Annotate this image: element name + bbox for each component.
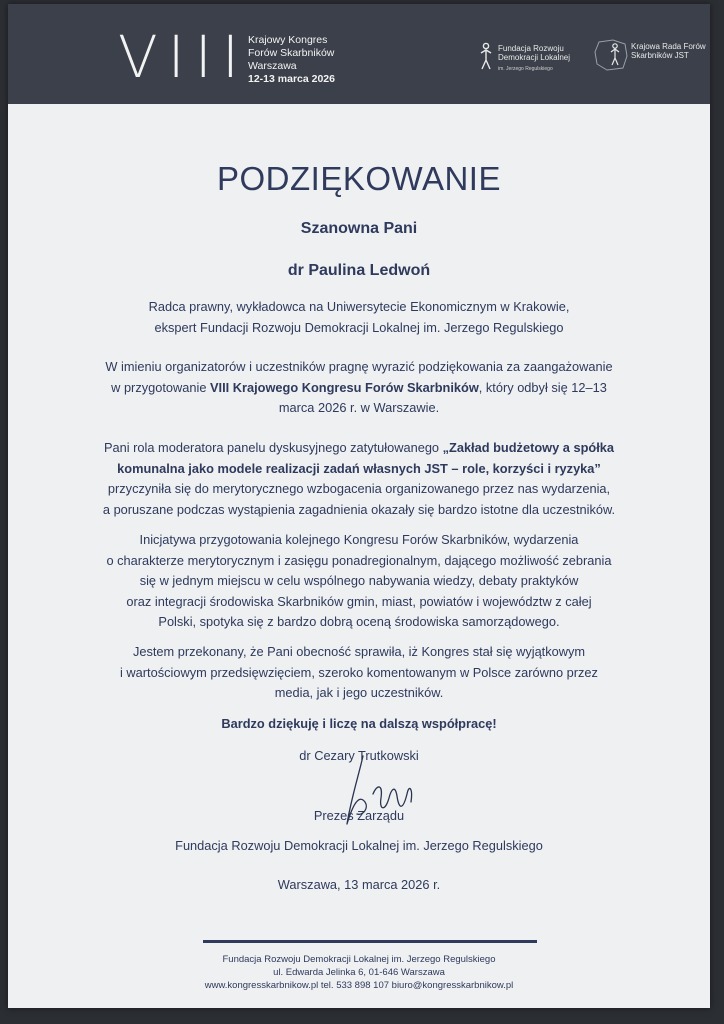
event-name: Krajowy Kongres Forów Skarbników Warszawa 12-13 marca 2026 [248,34,335,85]
footer-org: Fundacja Rozwoju Demokracji Lokalnej im. Jerzego Regulskiego [222,954,496,965]
place-date: Warszawa, 13 marca 2026 r. [277,877,441,892]
salutation: Szanowna Pani [300,220,418,237]
recipient-role: Radca prawny, wykładowca na Uniwersytecie Ekonomicznym w Krakowie, ekspert Fundacji Rozwoju Demokracji Lokalnej im. Jerzego Regulskiego [148,299,570,335]
recipient-name: dr Paulina Ledwoń [287,262,431,279]
footer-address: ul. Edwarda Jelinka 6, 01-646 Warszawa [273,967,445,978]
footer-divider [203,940,537,943]
event-dates: 12-13 marca 2026 [248,73,335,85]
paragraph-1: W imieniu organizatorów i uczestników pragnę wyrazić podziękowania za zaangażowanie w przygotowanie VIII Krajowego Kongresu Forów Skarbników, który odbył się 12–13 marca 2026 r. w Warszawie. [105,359,613,415]
paragraph-4: Jestem przekonany, że Pani obecność sprawiła, iż Kongres stał się wyjątkowym i wartościowym przedsięwzięciem, szeroko komentowanym w Polsce zarówno przez media, jak i jego uczestników. [120,644,598,700]
organization-name: Fundacja Rozwoju Demokracji Lokalnej im. Jerzego Regulskiego [175,838,543,853]
letter-title: PODZIĘKOWANIE [217,160,501,197]
paragraph-2: Pani rola moderatora panelu dyskusyjnego zatytułowanego „Zakład budżetowy a spółka komunalna jako modele realizacji zadań własnych JST – role, korzyści i ryzyka” przyczyniła się do merytorycznego wzbogacenia organizowanego przez nas wydarzenia, a poruszane podczas wystąpienia zagadnienia okazały się bardzo istotne dla uczestników. [102,440,616,517]
header-banner: VIII Krajowy Kongres Forów Skarbników Warszawa 12-13 marca 2026 Fundacja Rozwoju Demokracji Lokalnej im. Jerzego Regulskiego Krajowa Rada Forów Skarbników JST [8,4,710,104]
figure-icon [478,42,494,72]
paragraph-3: Inicjatywa przygotowania kolejnego Kongresu Forów Skarbników, wydarzenia o charakterze merytorycznym i zasięgu ponadregionalnym, dającego możliwość zebrania się w jednym miejscu w celu wspólnego nabywania wiedzy, debaty praktyków oraz integracji środowiska Skarbników gmin, miast, powiatów i województw z całej Polski, spotyka się z bardzo dobrą oceną środowiska samorządowego. [106,532,612,629]
footer-contact: www.kongresskarbnikow.pl tel. 533 898 107 biuro@kongresskarbnikow.pl [204,980,514,991]
signer-name: dr Cezary Trutkowski [299,748,419,763]
closing-thanks: Bardzo dziękuję i liczę na dalszą współpracę! [221,716,497,731]
letter-sheet [8,4,710,1008]
signer-role: Prezes Zarządu [313,808,405,823]
roman-numeral-logo: VIII [118,23,249,91]
poland-map-icon [593,38,629,72]
